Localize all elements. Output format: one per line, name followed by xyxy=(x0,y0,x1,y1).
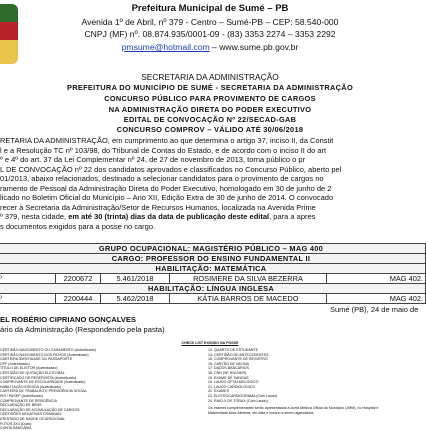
list-item: CERTIDÃO DE QUITAÇÃO ELEITORAL xyxy=(0,370,65,375)
body-line: º e 4º do art. 37 da Lei Complementar nº 24, de 27 de novembro de 2013, torna público o pr xyxy=(0,155,306,164)
checklist-left-column xyxy=(0,348,185,431)
list-item: CERTIFICADO DE RESERVISTA (Autenticado) xyxy=(0,375,76,380)
body-line: l e a Resolução TC nº 103/98, do Tribunal de Contas do Estado, e de acordo com o inciso II do art xyxy=(0,145,327,155)
table-row xyxy=(0,294,426,304)
body-line: L DE CONVOCAÇÃO nº 22 dos candidatos aprovados e classificados no Concurso Público, aberto pel xyxy=(0,164,342,174)
body-line: ramento de Pessoal da Administração Direta do Poder Executivo, homologado em 30 de junho de 2 xyxy=(0,183,332,193)
list-item: TÍTULO DE ELEITOR (Autenticado) xyxy=(0,366,58,371)
body-line: recer à Secretaria da Administração/Setor de Recursos Humanos, localizada na Avenida Prime xyxy=(0,202,316,212)
edital-heading-2: CONCURSO PÚBLICO PARA PROVIMENTO DE CARGOS xyxy=(104,94,316,103)
table-cargo-header: CARGO: PROFESSOR DO ENSINO FUNDAMENTAL II xyxy=(0,254,426,264)
list-item: 24. RAIO-X DE TÓRAX (Com Laudo) xyxy=(208,398,268,403)
municipal-coat-of-arms-icon xyxy=(0,4,18,64)
list-item: PIS / PASEP (Autenticado) xyxy=(0,393,43,398)
body-line-deadline xyxy=(0,212,426,222)
list-item: 14. CERTIDÃO DE ANTECEDENTES xyxy=(208,352,269,357)
list-item: 18. CNH (SE HOUVER) xyxy=(208,370,247,375)
body-line: licado no Boletim Oficial do Município – Ano XII, Edição Extra de 30 de junho de 2014. O convocado xyxy=(0,193,334,202)
cell-inscricao: 2200672 xyxy=(56,274,101,284)
table-row xyxy=(0,274,426,284)
signatory-name: EL ROBÉRIO CIPRIANO GONÇALVES xyxy=(0,315,136,324)
cell-order: º xyxy=(0,274,56,284)
list-item: HABILITAÇÃO EXIGIDA (Autenticado) xyxy=(0,384,62,389)
list-item: CARTEIRA DE TRABALHO E PREVIDÊNCIA SOCIAL xyxy=(0,389,87,394)
cell-candidate-name: KÁTIA BARROS DE MACEDO xyxy=(170,294,327,304)
convocados-table xyxy=(0,243,426,304)
cell-processo: 5.462/2018 xyxy=(101,294,170,304)
checklist-note: Os exames complementares serão apresentados à Junta Médica Oficial do Município (JMM), no Hospital e Maternidade Alice Almeida, em data e horário a serem agendados. xyxy=(208,406,379,415)
body-deadline-bold: em até 30 (trinta) dias da data de publicação deste edital xyxy=(68,212,270,221)
letterhead-address: Avenida 1º de Abril, nº 379 - Centro – Sumé-PB – CEP: 58.540-000 xyxy=(81,17,339,27)
checklist-right-column xyxy=(208,348,398,415)
list-item: 16. CARTÃO DE VACINA xyxy=(208,361,250,366)
cell-inscricao: 2200444 xyxy=(56,294,101,304)
checklist-title: CHECK LIST EXIGIDO NA POSSE xyxy=(181,341,239,345)
list-item: 21. LAUDO CARDIOLÓGICO xyxy=(208,384,256,389)
body-line-start: º 379, nesta cidade, xyxy=(0,212,67,221)
edital-heading-4: EDITAL DE CONVOCAÇÃO Nº 22/SECAD-GAB xyxy=(123,115,297,124)
list-item: CPF (Autenticado) xyxy=(0,361,30,366)
signatory-role: ário da Administração (Respondendo pela pasta) xyxy=(0,325,165,334)
list-item: CERTIDÃO NASCIMENTO OU CASAMENTO (Autenticado) xyxy=(0,348,96,352)
letterhead-cnpj: CNPJ (MF) nº. 08.874.935/0001-09 - (83) 3353 2274 – 3353 2292 xyxy=(84,29,336,39)
body-line-end: , para a apres xyxy=(269,212,316,221)
secretaria-heading: SECRETARIA DA ADMINISTRAÇÃO xyxy=(141,72,279,82)
list-item: CERTIDÕES NEGATIVAS CRIMINAIS xyxy=(0,412,62,417)
edital-heading-5: CONCURSO COMPROV – VÁLIDO ATÉ 30/06/2018 xyxy=(116,125,304,134)
edital-heading-1: PREFEITURA DO MUNICÍPIO DE SUMÉ - SECRETARIA DA ADMINISTRAÇÃO xyxy=(66,83,353,92)
table-habilitacao-header: HABILITAÇÃO: LÍNGUA INGLESA xyxy=(0,284,426,294)
cell-candidate-name: ROSIMERE DA SILVA BEZERRA xyxy=(170,274,327,284)
table-group-header: GRUPO OCUPACIONAL: MAGISTÉRIO PÚBLICO – MAG 400 xyxy=(0,244,426,254)
list-item: DECLARAÇÃO DE ACUMULAÇÃO DE CARGOS xyxy=(0,407,80,412)
list-item: 20. LAUDO OFTALMOLÓGICO xyxy=(208,380,259,385)
list-item: CONTA BANCÁRIA xyxy=(0,426,32,431)
list-item: 19. EXAME DE SANGUE xyxy=(208,375,249,380)
list-item: 22. EXAMES xyxy=(208,389,229,394)
body-line: RETARIA DA ADMINISTRAÇÃO, em cumprimento ao que determina o artigo 37, inciso II, da Constit xyxy=(0,136,334,145)
body-line: 01/2013, abaixo relacionados, destinado a selecionar candidatos para o provimento de cargos no xyxy=(0,174,324,183)
list-item: 23. ELETROCARDIOGRAMA (Com Laudo) xyxy=(208,393,278,398)
cell-code: MAG 402. xyxy=(327,294,426,304)
list-item: DECLARAÇÃO DE BENS xyxy=(0,403,42,408)
cell-processo: 5.461/2018 xyxy=(101,274,170,284)
place-date: Sumé (PB), 24 de maio de xyxy=(330,305,419,314)
cell-order: º xyxy=(0,294,56,304)
letterhead xyxy=(60,2,360,53)
edital-body xyxy=(0,136,426,231)
letterhead-site: – www.sume.pb.gov.br xyxy=(212,42,299,52)
list-item: COMPROVANTE DE ESCOLARIDADE (Autenticado) xyxy=(0,380,86,385)
list-item: CARTEIRA IDENTIDADE OU PASSAPORTE xyxy=(0,357,73,362)
edital-heading-3: NA ADMINISTRAÇÃO DIRETA DO PODER EXECUTIVO xyxy=(108,105,312,114)
list-item: CERTIDÃO NASCIMENTO DOS FILHOS (Autenticado) xyxy=(0,352,89,357)
list-item: ATESTADO DE SAÚDE OCUPACIONAL xyxy=(0,416,66,421)
body-line: s documentos exigidos para a posse no cargo. xyxy=(0,221,156,231)
list-item: COMPROVANTE DE RESIDÊNCIA xyxy=(0,398,57,403)
cell-code: MAG 402. xyxy=(327,274,426,284)
list-item: 13. QUARTO DE ESTUDANTE xyxy=(208,348,258,352)
list-item: 17. DADOS BANCÁRIOS xyxy=(208,366,249,371)
list-item: 15. COMPROVANTE DE REGISTRO xyxy=(208,357,268,362)
list-item: FOTOS 3X4 (Duas) xyxy=(0,421,32,426)
letterhead-contact xyxy=(60,41,360,53)
letterhead-email-link[interactable]: pmsume@hotmail.com xyxy=(121,42,210,52)
table-habilitacao-header: HABILITAÇÃO: MATEMÁTICA xyxy=(0,264,426,274)
letterhead-title: Prefeitura Municipal de Sumé – PB xyxy=(131,3,289,14)
